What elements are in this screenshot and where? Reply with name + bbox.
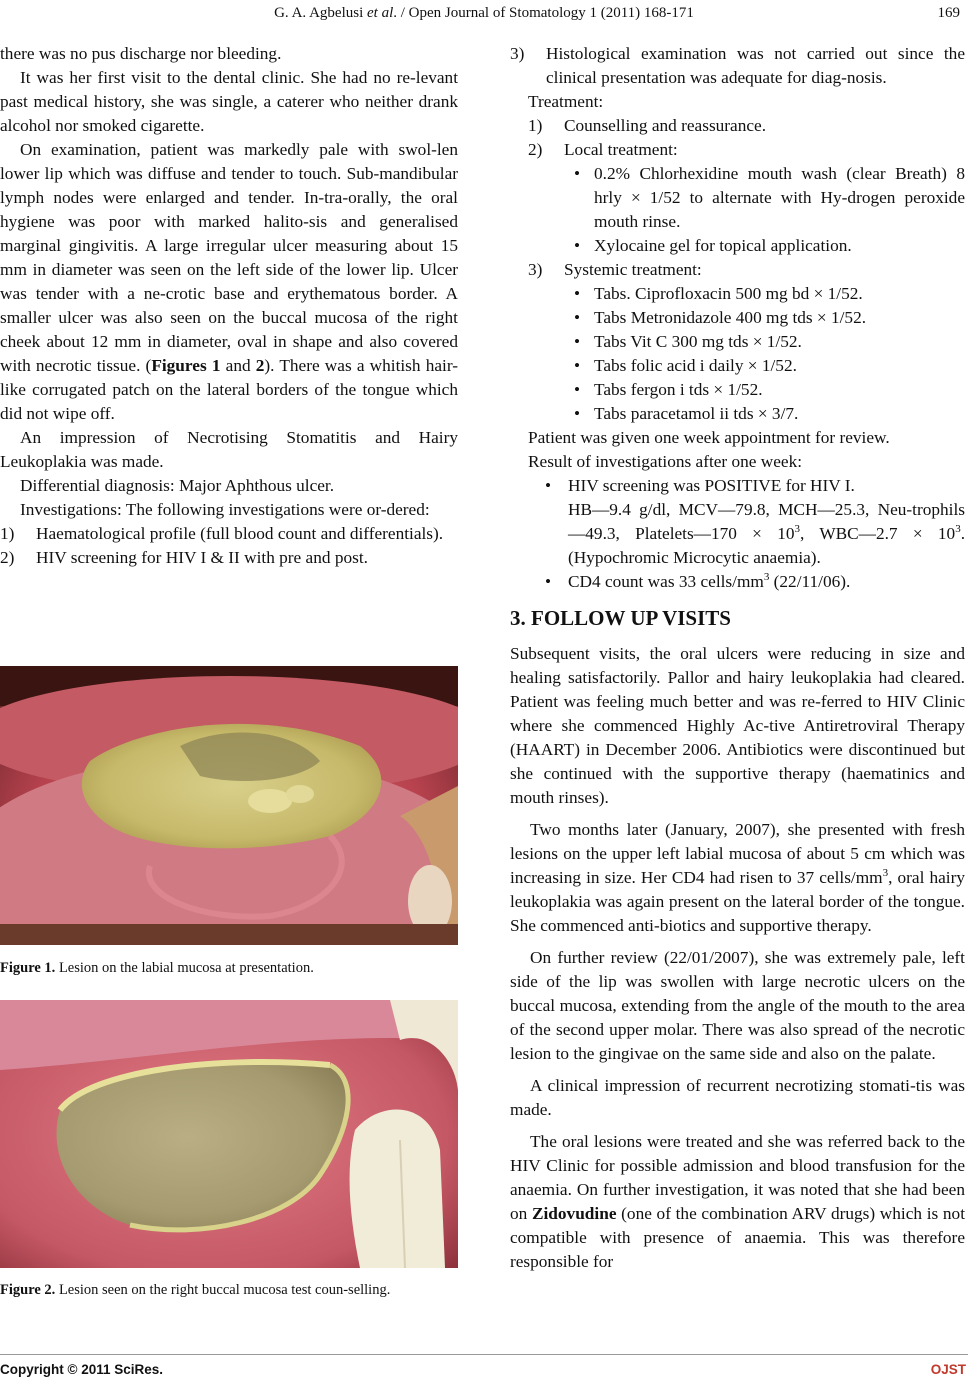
footer-divider <box>0 1354 968 1355</box>
figure-1-label: Figure 1. <box>0 960 56 976</box>
paragraph-pus: there was no pus discharge nor bleeding. <box>0 44 282 63</box>
page-footer <box>0 1362 968 1384</box>
paragraph-follow-up-4: A clinical impression of recurrent necrotizing stomati-tis was made. <box>510 1076 965 1119</box>
section-heading: 3. FOLLOW UP VISITS <box>510 606 731 630</box>
list-item: • HIV screening was POSITIVE for HIV I. <box>528 474 965 498</box>
list-item: • Tabs Metronidazole 400 mg tds × 1/52. <box>560 306 965 330</box>
figure-1-caption: Figure 1. Lesion on the labial mucosa at presentation. <box>0 960 314 976</box>
list-item: 3) Histological examination was not carried out since the clinical presentation was adequate for diag-nosis. <box>510 44 965 87</box>
paragraph-follow-up-5: The oral lesions were treated and she was referred back to the HIV Clinic for possible admission and blood transfusion for the anaemia. On further investigation, it was noted that she had been on Zidovudine (one of the combination ARV drugs) which is not compatible with presence of anaemia. This was therefore responsible for <box>510 1132 965 1271</box>
list-item: • Tabs folic acid i daily × 1/52. <box>560 354 965 378</box>
paragraph-appointment: Patient was given one week appointment for review. <box>528 428 890 447</box>
list-item: • Tabs. Ciprofloxacin 500 mg bd × 1/52. <box>560 282 965 306</box>
treatment-heading: Treatment: <box>528 92 604 111</box>
bullet-icon: • <box>573 284 581 303</box>
list-item: • Tabs paracetamol ii tds × 3/7. <box>560 402 965 426</box>
paragraph-blood-results: HB—9.4 g/dl, MCV—79.8, MCH—25.3, Neu-trophils—49.3, Platelets—170 × $10^3$, WBC—2.7 × $10^3$. (Hypochromic Microcytic anaemia). <box>568 500 966 567</box>
bullet-icon: • <box>573 404 581 423</box>
bullet-icon: • <box>573 356 581 375</box>
header-authors: G. A. Agbelusi <box>274 5 364 21</box>
figure-2-label: Figure 2. <box>0 1282 56 1298</box>
paragraph-first-visit: It was her first visit to the dental clinic. She had no re-levant past medical history, she was single, a caterer who neither drank alcohol nor smoked cigarette. <box>0 68 458 135</box>
paragraph-follow-up-3: On further review (22/01/2007), she was extremely pale, left side of the lip was swollen with large necrotic ulcers on the buccal mucosa, extending from the angle of the mouth to the area of the second upper molar. There was also spread of the necrotic lesion to the gingivae on the same side and also on the palate. <box>510 948 965 1063</box>
figure-2-caption: Figure 2. Lesion seen on the right buccal mucosa test coun-selling. <box>0 1282 391 1298</box>
footer-journal: OJST <box>930 1362 966 1377</box>
bullet-icon: • <box>573 236 581 255</box>
list-item: • Tabs fergon i tds × 1/52. <box>560 378 965 402</box>
list-item: 1) Haematological profile (full blood count and differentials). <box>0 524 444 543</box>
list-item: 1) Counselling and reassurance. <box>528 116 767 135</box>
bullet-icon: • <box>573 308 581 327</box>
header-etal: et al <box>367 5 394 21</box>
paragraph-differential: Differential diagnosis: Major Aphthous ulcer. <box>20 476 335 495</box>
left-column <box>0 42 458 570</box>
figure-ref-1: Figures 1 <box>151 356 221 375</box>
paragraph-examination: On examination, patient was markedly pale with swol-len lower lip which was diffuse and tender to touch. Sub-mandibular lymph nodes were enlarged and tender. In-tra-orally, the oral hygiene was poor with marked halito-sis and generalised marginal gingivitis. A large irregular ulcer measuring about 15 mm in diameter was seen on the left side of the lower lip. Ulcer was tender with a ne-crotic base and erythematous border. A smaller ulcer was also seen on the buccal mucosa of the right cheek about 12 mm in diameter, oval in shape and also covered with necrotic tissue. (Figures 1 and 2). There was a whitish hair-like corrugated patch on the lateral borders of the tongue which did not wipe off. <box>0 140 458 423</box>
figure-ref-2: 2 <box>255 356 265 375</box>
list-item: 2) Local treatment: <box>528 140 678 159</box>
paragraph-impression: An impression of Necrotising Stomatitis and Hairy Leukoplakia was made. <box>0 428 458 471</box>
paragraph-investigations: Investigations: The following investigations were or-dered: <box>20 500 430 519</box>
paragraph-follow-up-2: Two months later (January, 2007), she presented with fresh lesions on the upper left labial mucosa of about 5 cm which was increasing in size. Her CD4 had risen to 37 cells/$mm^3$, oral hairy leukoplakia was again present on the lateral border of the tongue. She commenced anti-biotics and supportive therapy. <box>510 820 965 935</box>
list-item: • Tabs Vit C 300 mg tds × 1/52. <box>560 330 965 354</box>
bullet-icon: • <box>573 164 581 183</box>
footer-copyright: Copyright © 2011 SciRes. <box>0 1362 164 1377</box>
list-item: 2) HIV screening for HIV I & II with pre and post. <box>0 548 368 567</box>
list-item: 3) Systemic treatment: <box>528 260 702 279</box>
page-number: 169 <box>937 5 960 21</box>
drug-name: Zidovudine <box>531 1204 617 1223</box>
right-column <box>510 42 965 1274</box>
running-title <box>0 2 968 24</box>
paragraph-result: Result of investigations after one week: <box>528 452 803 471</box>
bullet-icon: • <box>544 476 552 495</box>
list-item: • CD4 count was 33 cells/$mm^3$ (22/11/06). <box>528 570 965 594</box>
figure-2-image <box>0 1000 458 1268</box>
bullet-icon: • <box>573 332 581 351</box>
running-header <box>0 0 968 28</box>
list-item: • 0.2% Chlorhexidine mouth wash (clear Breath) 8 hrly × 1/52 to alternate with Hy-drogen peroxide mouth rinse. <box>560 162 965 234</box>
figure-1-image <box>0 666 458 945</box>
list-item: • Xylocaine gel for topical application. <box>560 234 965 258</box>
header-journal-ref: . / Open Journal of Stomatology 1 (2011) 168-171 <box>393 5 694 21</box>
bullet-icon: • <box>544 572 552 591</box>
bullet-icon: • <box>573 380 581 399</box>
paragraph-follow-up-1: Subsequent visits, the oral ulcers were reducing in size and healing satisfactorily. Pallor and hairy leukoplakia had cleared. Patient was feeling much better and was re-ferred to HIV Clinic where she commenced Highly Ac-tive Antiretroviral Therapy (HAART) in December 2006. Antibiotics were discontinued but she continued with the supportive therapy (haematinics and mouth rinses). <box>510 644 965 807</box>
